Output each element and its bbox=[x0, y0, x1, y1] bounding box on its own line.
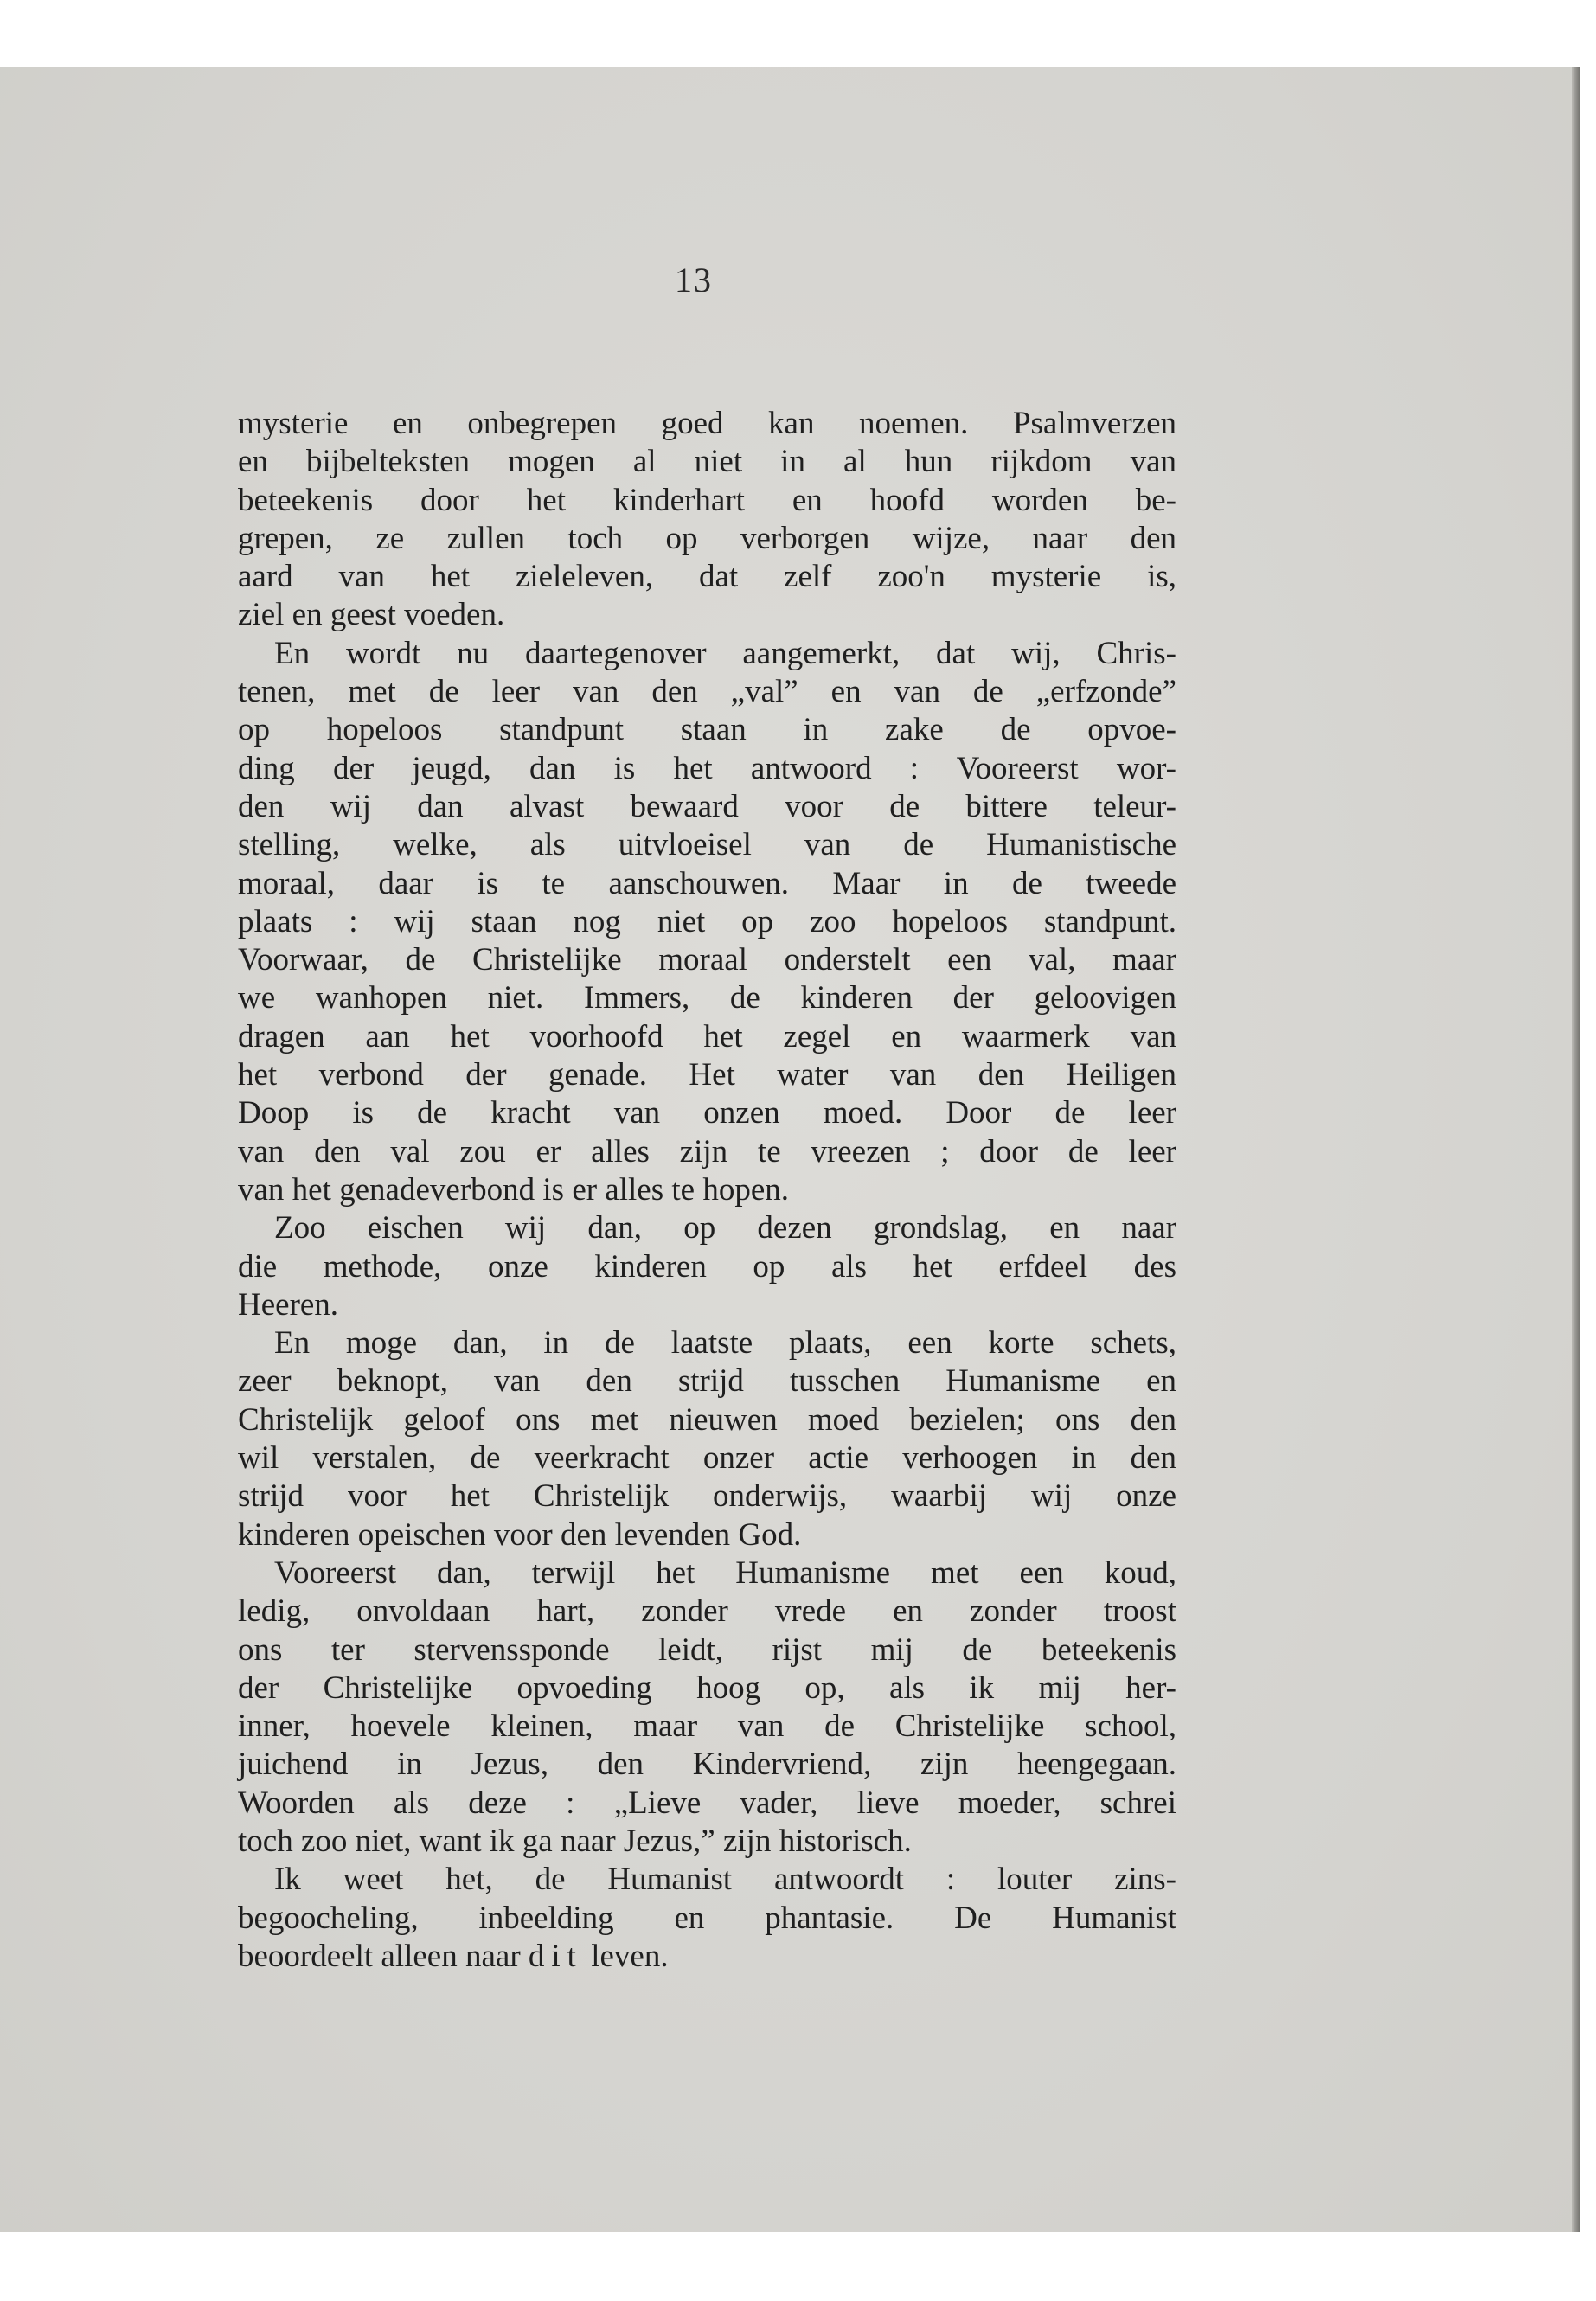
text-line: grepen, ze zullen toch op verborgen wijze, naar den bbox=[238, 520, 1176, 556]
text-line: Vooreerst dan, terwijl het Humanisme met een koud, bbox=[274, 1554, 1176, 1591]
text-line: en bijbelteksten mogen al niet in al hun rijkdom van bbox=[238, 444, 1176, 480]
text-line: stelling, welke, als uitvloeisel van de Humanistische bbox=[238, 827, 1176, 863]
text-line: mysterie en onbegrepen goed kan noemen. Psalmverzen bbox=[238, 406, 1176, 441]
body-text bbox=[238, 405, 1176, 1976]
text-line: tenen, met de leer van den „val” en van de „erfzonde” bbox=[238, 674, 1176, 710]
text-line: toch zoo niet, want ik ga naar Jezus,” zijn historisch. bbox=[238, 1823, 912, 1859]
text-line: ziel en geest voeden. bbox=[238, 597, 505, 633]
text-line: Zoo eischen wij dan, op dezen grondslag, en naar bbox=[274, 1210, 1176, 1247]
text-line: aard van het zieleleven, dat zelf zoo'n mysterie is, bbox=[238, 559, 1176, 595]
text-line: begoocheling, inbeelding en phantasie. De Humanist bbox=[238, 1900, 1176, 1936]
text-line: plaats : wij staan nog niet op zoo hopeloos standpunt. bbox=[238, 903, 1176, 939]
text-line: Ik weet het, de Humanist antwoordt : louter zins- bbox=[274, 1862, 1176, 1898]
text-line-final: beoordeelt alleen naar dit leven. bbox=[238, 1938, 669, 1974]
text-line: inner, hoevele kleinen, maar van de Christelijke school, bbox=[238, 1708, 1176, 1745]
text-line: we wanhopen niet. Immers, de kinderen der geloovigen bbox=[238, 980, 1176, 1016]
text-line: beteekenis door het kinderhart en hoofd worden be- bbox=[238, 482, 1176, 518]
text-line: kinderen opeischen voor den levenden God. bbox=[238, 1516, 802, 1553]
text-line: juichend in Jezus, den Kindervriend, zijn heengegaan. bbox=[238, 1747, 1176, 1783]
emphasized-word: dit bbox=[528, 1938, 583, 1974]
text-line: Woorden als deze : „Lieve vader, lieve moeder, schrei bbox=[238, 1785, 1176, 1821]
text-line: den wij dan alvast bewaard voor de bittere teleur- bbox=[238, 788, 1176, 824]
page-number: 13 bbox=[675, 260, 713, 299]
text-line: Voorwaar, de Christelijke moraal onderstelt een val, maar bbox=[238, 942, 1176, 978]
text-line: op hopeloos standpunt staan in zake de opvoe- bbox=[238, 712, 1176, 748]
text-line: zeer beknopt, van den strijd tusschen Humanisme en bbox=[238, 1363, 1176, 1400]
text-line: Doop is de kracht van onzen moed. Door de leer bbox=[238, 1095, 1176, 1131]
text-line: ding der jeugd, dan is het antwoord : Vooreerst wor- bbox=[238, 750, 1176, 786]
text-line: Christelijk geloof ons met nieuwen moed bezielen; ons den bbox=[238, 1401, 1176, 1438]
scanned-page bbox=[0, 67, 1580, 2232]
text-line: strijd voor het Christelijk onderwijs, waarbij wij onze bbox=[238, 1478, 1176, 1515]
text-line: moraal, daar is te aanschouwen. Maar in de tweede bbox=[238, 865, 1176, 901]
text-line: ledig, onvoldaan hart, zonder vrede en zonder troost bbox=[238, 1593, 1176, 1630]
text-line: En moge dan, in de laatste plaats, een korte schets, bbox=[274, 1325, 1176, 1362]
text-line: het verbond der genade. Het water van den Heiligen bbox=[238, 1057, 1176, 1093]
text-line: die methode, onze kinderen op als het erfdeel des bbox=[238, 1248, 1176, 1285]
text-line: En wordt nu daartegenover aangemerkt, dat wij, Chris- bbox=[274, 635, 1176, 671]
text-line: Heeren. bbox=[238, 1286, 339, 1323]
text-line: dragen aan het voorhoofd het zegel en waarmerk van bbox=[238, 1018, 1176, 1054]
text-line: der Christelijke opvoeding hoog op, als ik mij her- bbox=[238, 1670, 1176, 1706]
page-edge-shadow bbox=[1572, 67, 1580, 2232]
text-line: wil verstalen, de veerkracht onzer actie verhoogen in den bbox=[238, 1440, 1176, 1477]
text-line: van den val zou er alles zijn te vreezen ; door de leer bbox=[238, 1133, 1176, 1170]
text-line: ons ter stervenssponde leidt, rijst mij de beteekenis bbox=[238, 1631, 1176, 1668]
text-line: van het genadeverbond is er alles te hopen. bbox=[238, 1171, 789, 1208]
